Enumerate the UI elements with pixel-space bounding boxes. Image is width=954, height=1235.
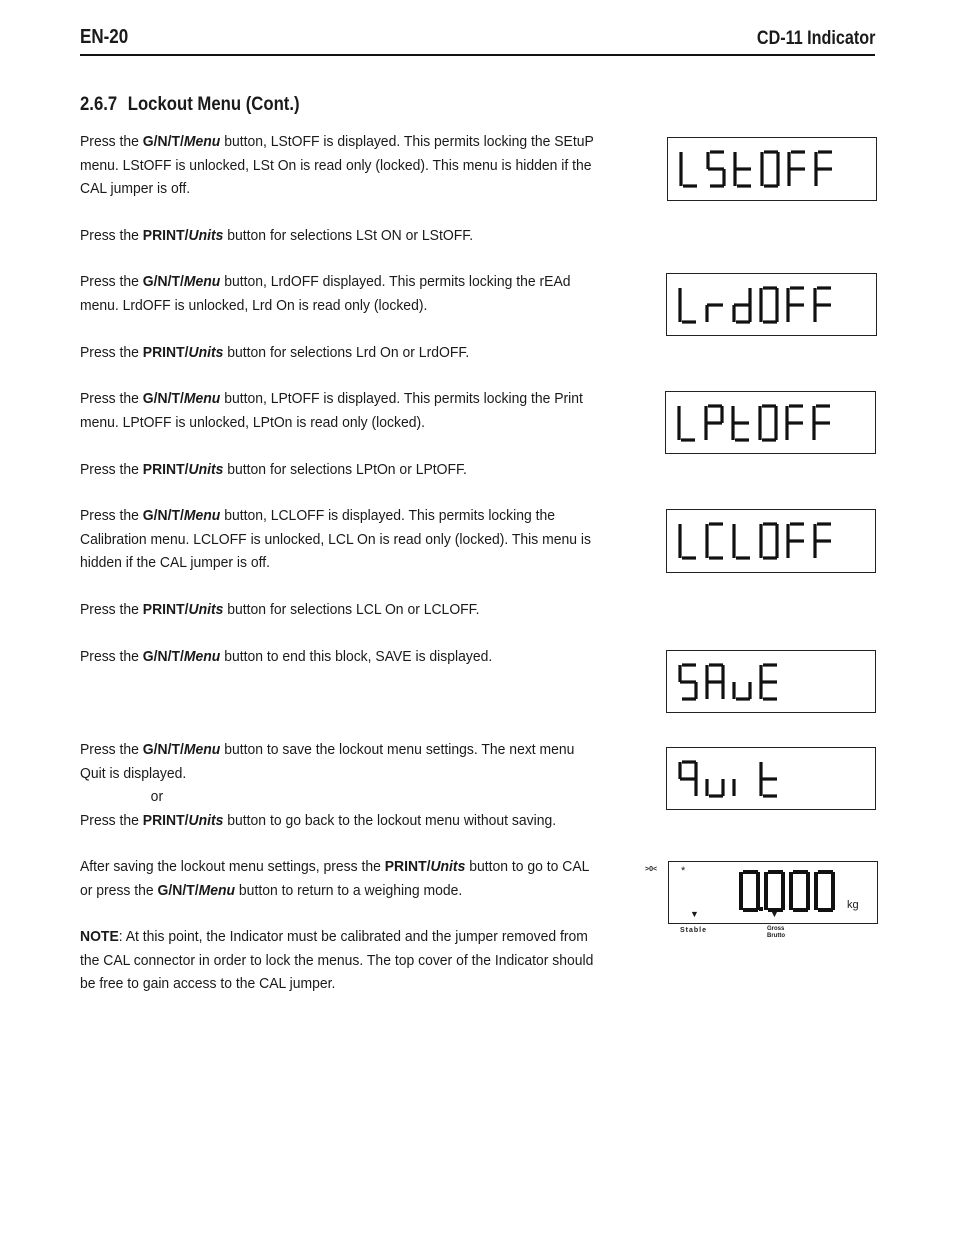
- paragraph-quit: [80, 738, 601, 832]
- brutto-text: Brutto: [767, 933, 785, 939]
- note-text: : At this point, the Indicator must be calibrated and the jumper removed from the CAL connector in order to lock the menus. The top cover of the Indicator should be free to gain access to the CAL jumper.: [80, 928, 594, 992]
- text: Press the: [80, 227, 143, 244]
- lcd-display-weighing: [668, 861, 878, 924]
- gross-label: [767, 926, 785, 940]
- text: Press the: [80, 133, 143, 150]
- stable-arrow-icon: ▼: [690, 909, 699, 919]
- lcd-display-lrdoff: [666, 273, 877, 336]
- gnt-menu-button-ref: G/N/T/Menu: [142, 741, 221, 758]
- text: Press the: [80, 811, 143, 829]
- section-heading: [80, 94, 300, 116]
- paragraph-lst-select: [80, 224, 601, 248]
- paragraph-lpt: [80, 387, 601, 434]
- unit-label: kg: [847, 899, 859, 911]
- stable-label: Stable: [680, 927, 708, 934]
- print-units-button-ref: PRINT/Units: [142, 461, 224, 478]
- section-number: 2.6.7: [80, 94, 118, 115]
- lcd-decimal-point: [759, 907, 763, 911]
- gnt-menu-button-ref: G/N/T/Menu: [157, 881, 236, 899]
- paragraph-lcl: [80, 504, 601, 575]
- gross-text: Gross: [767, 926, 785, 932]
- section-title: Lockout Menu (Cont.): [127, 94, 300, 115]
- lcd-text-lptoff: [666, 392, 875, 453]
- document-title: CD-11 Indicator: [756, 28, 875, 49]
- page-number: EN-20: [80, 26, 129, 48]
- text: Press the: [80, 507, 143, 524]
- print-units-button-ref: PRINT/Units: [142, 227, 224, 244]
- text: Press the: [80, 390, 143, 407]
- text: button to return to a weighing mode.: [235, 881, 463, 899]
- paragraph-lcl-select: [80, 598, 601, 622]
- paragraph-lst: [80, 130, 601, 201]
- print-units-button-ref: PRINT/Units: [142, 601, 224, 618]
- paragraph-lpt-select: [80, 458, 601, 482]
- print-units-button-ref: PRINT/Units: [384, 858, 466, 875]
- note-paragraph: [80, 925, 601, 996]
- text: Press the: [80, 344, 143, 361]
- text: Press the: [80, 601, 143, 618]
- gnt-menu-button-ref: G/N/T/Menu: [142, 390, 221, 407]
- text: button to go back to the lockout menu without saving.: [223, 811, 557, 829]
- lcd-text-lrdoff: [667, 274, 876, 335]
- page-header: [80, 24, 875, 56]
- zero-indicator-label: >0<: [645, 866, 658, 873]
- gnt-menu-button-ref: G/N/T/Menu: [142, 133, 221, 150]
- print-units-button-ref: PRINT/Units: [142, 344, 224, 361]
- lcd-display-lstoff: [667, 137, 877, 201]
- lcd-display-quit: [666, 747, 876, 810]
- lcd-text-quit: [667, 748, 875, 809]
- gnt-menu-button-ref: G/N/T/Menu: [142, 507, 221, 524]
- text: button, LrdOFF displayed. This permits locking the rEAd menu. LrdOFF is unlocked, Lrd On is read only (locked).: [80, 273, 571, 314]
- text: Press the: [80, 741, 143, 758]
- or-text: or: [150, 788, 164, 805]
- lcd-display-lptoff: [665, 391, 876, 454]
- text: button, LPtOFF is displayed. This permits locking the Print menu. LPtOFF is unlocked, LPtOn is read only (locked).: [80, 390, 583, 431]
- text: button for selections LPtOn or LPtOFF.: [223, 461, 467, 478]
- lcd-display-save: [666, 650, 876, 713]
- paragraph-save: [80, 645, 601, 669]
- note-label: NOTE: [80, 928, 119, 945]
- text: button, LCLOFF is displayed. This permits locking the Calibration menu. LCLOFF is unlocked, LCL On is read only (locked). This menu is hidden if the CAL jumper is off.: [80, 507, 591, 571]
- star-indicator: *: [681, 865, 686, 877]
- text: button, LStOFF is displayed. This permits locking the SEtuP menu. LStOFF is unlocked, LSt On is read only (locked). This menu is hidden if the CAL jumper is off.: [80, 133, 594, 197]
- paragraph-after-saving: [80, 855, 601, 902]
- text: After saving the lockout menu settings, press the: [80, 858, 385, 875]
- lcd-display-lcloff: [666, 509, 876, 573]
- lcd-text-lcloff: [667, 510, 875, 572]
- gnt-menu-button-ref: G/N/T/Menu: [142, 273, 221, 290]
- lcd-text-lstoff: [668, 138, 876, 200]
- lcd-text-save: [667, 651, 875, 712]
- text: Press the: [80, 461, 143, 478]
- paragraph-lrd-select: [80, 341, 601, 365]
- gross-arrow-icon: ▼: [770, 909, 779, 919]
- paragraph-lrd: [80, 270, 601, 317]
- gnt-menu-button-ref: G/N/T/Menu: [142, 648, 221, 665]
- text: button for selections LSt ON or LStOFF.: [223, 227, 474, 244]
- text: button to go to CAL or press the: [80, 858, 589, 899]
- text: Press the: [80, 273, 143, 290]
- text: button to save the lockout menu settings. The next menu Quit is displayed.: [80, 741, 575, 782]
- text: Press the: [80, 648, 143, 665]
- text: button to end this block, SAVE is displayed.: [220, 648, 493, 665]
- text: button for selections Lrd On or LrdOFF.: [223, 344, 470, 361]
- text: button for selections LCL On or LCLOFF.: [223, 601, 480, 618]
- print-units-button-ref: PRINT/Units: [142, 811, 224, 829]
